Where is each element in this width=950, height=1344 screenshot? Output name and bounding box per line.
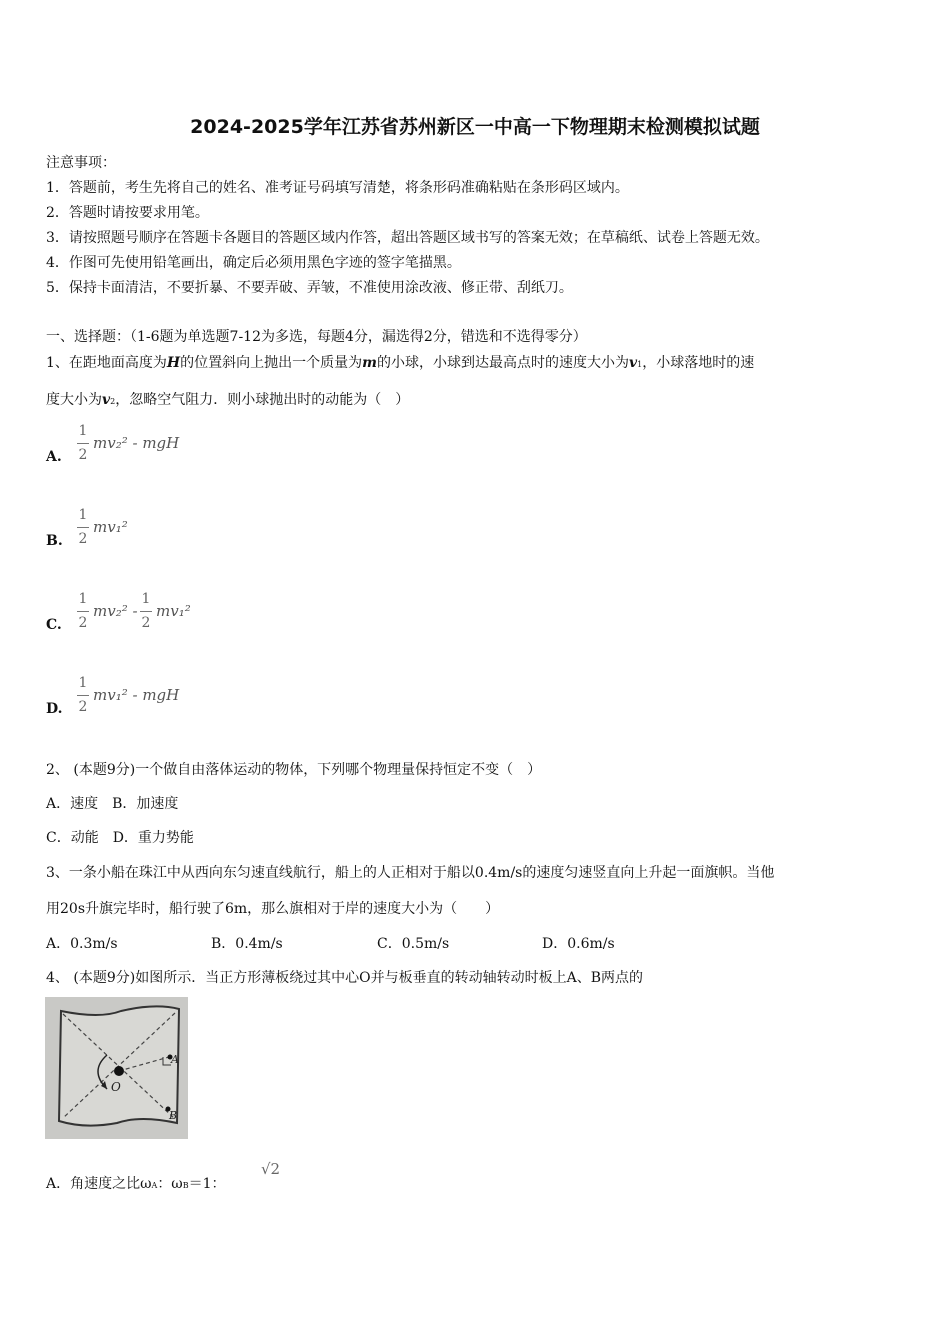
q1-stem-line1: 1、在距地面高度为H的位置斜向上抛出一个质量为m的小球，小球到达最高点时的速度大小为v1，小球落地时的速 — [46, 355, 755, 371]
q3-stem-line1: 3、一条小船在珠江中从西向东匀速直线航行，船上的人正相对于船以0.4m/s的速度匀速竖直向上升起一面旗帜。当他 — [46, 865, 775, 881]
q1-option-b-label: B. — [46, 533, 63, 549]
q1-option-b-expr: mv₁² — [93, 518, 128, 536]
notice-item-2: 2．答题时请按要求用笔。 — [46, 205, 209, 221]
q3-stem-line2: 用20s升旗完毕时，船行驶了6m，那么旗相对于岸的速度大小为（ ） — [46, 901, 500, 917]
q1-option-c-expr-tail: mv₁² — [156, 602, 191, 620]
figure-label-b: B — [169, 1109, 178, 1122]
q1-option-a-label: A. — [46, 449, 62, 465]
q1-option-d-label: D. — [46, 701, 63, 717]
q2-options-row-1: A．速度 B．加速度 — [46, 796, 179, 812]
notice-item-4: 4．作图可先使用铅笔画出，确定后必须用黑色字迹的签字笔描黑。 — [46, 255, 461, 271]
section-heading: 一、选择题：（1-6题为单选题7-12为多选，每题4分，漏选得2分，错选和不选得零分） — [46, 329, 587, 345]
q1-stem-line2: 度大小为v2，忽略空气阻力．则小球抛出时的动能为（ ） — [46, 392, 410, 408]
q2-options-row-2: C．动能 D．重力势能 — [46, 830, 194, 846]
notice-item-1: 1．答题前，考生先将自己的姓名、准考证号码填写清楚，将条形码准确粘贴在条形码区域内。 — [46, 180, 629, 196]
q4-option-a-sqrt: √2 — [261, 1160, 281, 1178]
q1-option-c-expr: mv₂² - — [93, 602, 138, 620]
figure-label-o: O — [111, 1080, 121, 1094]
q4-stem: 4、 (本题9分)如图所示．当正方形薄板绕过其中心O并与板垂直的转动轴转动时板上A、B两点的 — [46, 970, 644, 986]
q1-option-a-expr: mv₂² - mgH — [93, 434, 180, 452]
q2-stem: 2、 (本题9分)一个做自由落体运动的物体，下列哪个物理量保持恒定不变（ ） — [46, 762, 542, 778]
page-title: 2024-2025学年江苏省苏州新区一中高一下物理期末检测模拟试题 — [190, 116, 760, 138]
q1-option-d-expr: mv₁² - mgH — [93, 686, 180, 704]
notice-item-5: 5．保持卡面清洁，不要折暴、不要弄破、弄皱，不准使用涂改液、修正带、刮纸刀。 — [46, 280, 573, 296]
q4-option-a: A．角速度之比ωA：ωB＝1： — [46, 1176, 226, 1192]
notice-item-3: 3．请按照题号顺序在答题卡各题目的答题区域内作答，超出答题区域书写的答案无效；在草稿纸、试卷上答题无效。 — [46, 230, 769, 246]
figure-label-a: A — [171, 1053, 179, 1066]
q3-option-b: B．0.4m/s — [211, 936, 283, 952]
q4-rotating-plate-figure — [45, 997, 188, 1139]
q3-option-d: D．0.6m/s — [542, 936, 615, 952]
q1-option-c-label: C. — [46, 617, 62, 633]
q3-option-a: A．0.3m/s — [46, 936, 118, 952]
q3-option-c: C．0.5m/s — [377, 936, 450, 952]
notice-heading: 注意事项： — [46, 155, 116, 171]
